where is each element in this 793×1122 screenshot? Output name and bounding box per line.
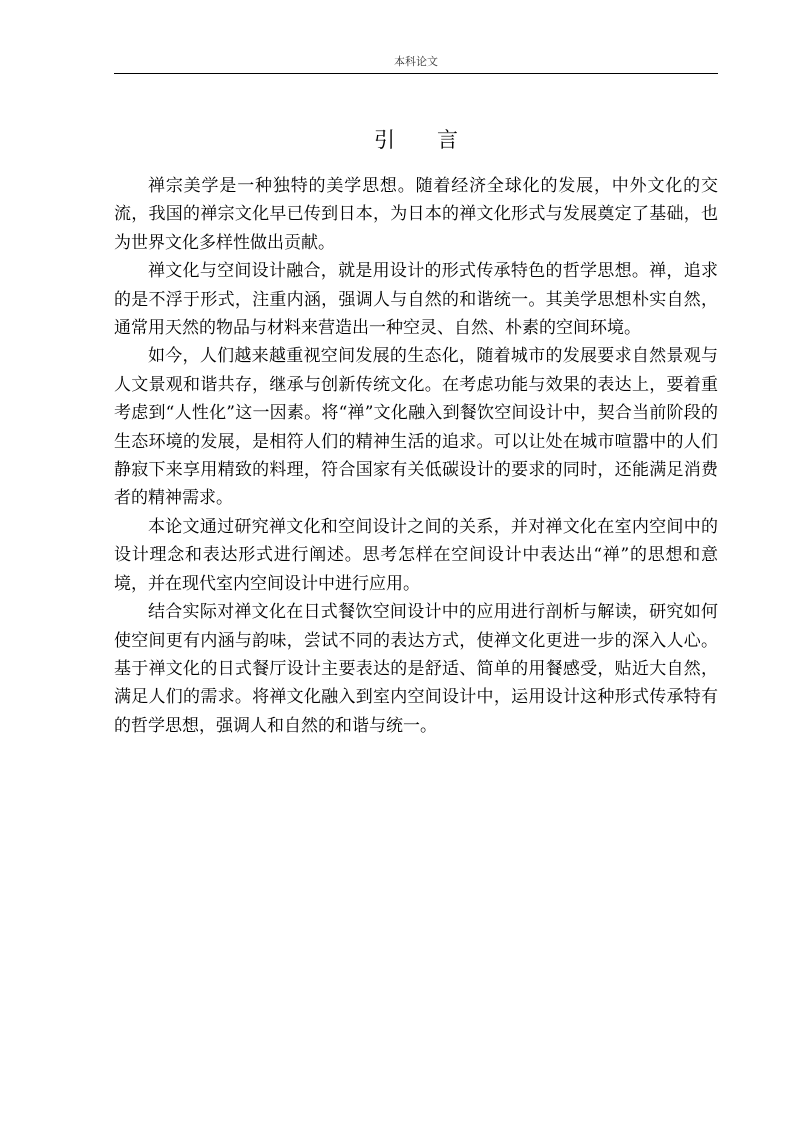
paragraph-1: 禅宗美学是一种独特的美学思想。随着经济全球化的发展，中外文化的交流，我国的禅宗文化早已传到日本，为日本的禅文化形式与发展奠定了基础，也为世界文化多样性做出贡献。	[114, 176, 718, 253]
body-text	[114, 172, 718, 740]
page-title: 引言	[374, 128, 500, 152]
paragraph-5: 结合实际对禅文化在日式餐饮空间设计中的应用进行剖析与解读，研究如何使空间更有内涵与韵味，尝试不同的表达方式，使禅文化更进一步的深入人心。基于禅文化的日式餐厅设计主要表达的是舒适、简单的用餐感受，贴近大自然，满足人们的需求。将禅文化融入到室内空间设计中，运用设计这种形式传承特有的哲学思想，强调人和自然的和谐与统一。	[114, 602, 718, 736]
paragraph-3: 如今，人们越来越重视空间发展的生态化，随着城市的发展要求自然景观与人文景观和谐共存，继承与创新传统文化。在考虑功能与效果的表达上，要着重考虑到“人性化”这一因素。将“禅”文化融入到餐饮空间设计中，契合当前阶段的生态环境的发展，是相符人们的精神生活的追求。可以让处在城市喧嚣中的人们静寂下来享用精致的料理，符合国家有关低碳设计的要求的同时，还能满足消费者的精神需求。	[114, 346, 718, 509]
running-header: 本科论文	[394, 55, 438, 68]
paragraph-2: 禅文化与空间设计融合，就是用设计的形式传承特色的哲学思想。禅，追求的是不浮于形式，注重内涵，强调人与自然的和谐统一。其美学思想朴实自然，通常用天然的物品与材料来营造出一种空灵、自然、朴素的空间环境。	[114, 261, 718, 339]
header-rule	[114, 73, 718, 74]
paragraph-4: 本论文通过研究禅文化和空间设计之间的关系，并对禅文化在室内空间中的设计理念和表达形式进行阐述。思考怎样在空间设计中表达出“禅”的思想和意境，并在现代室内空间设计中进行应用。	[114, 516, 718, 594]
